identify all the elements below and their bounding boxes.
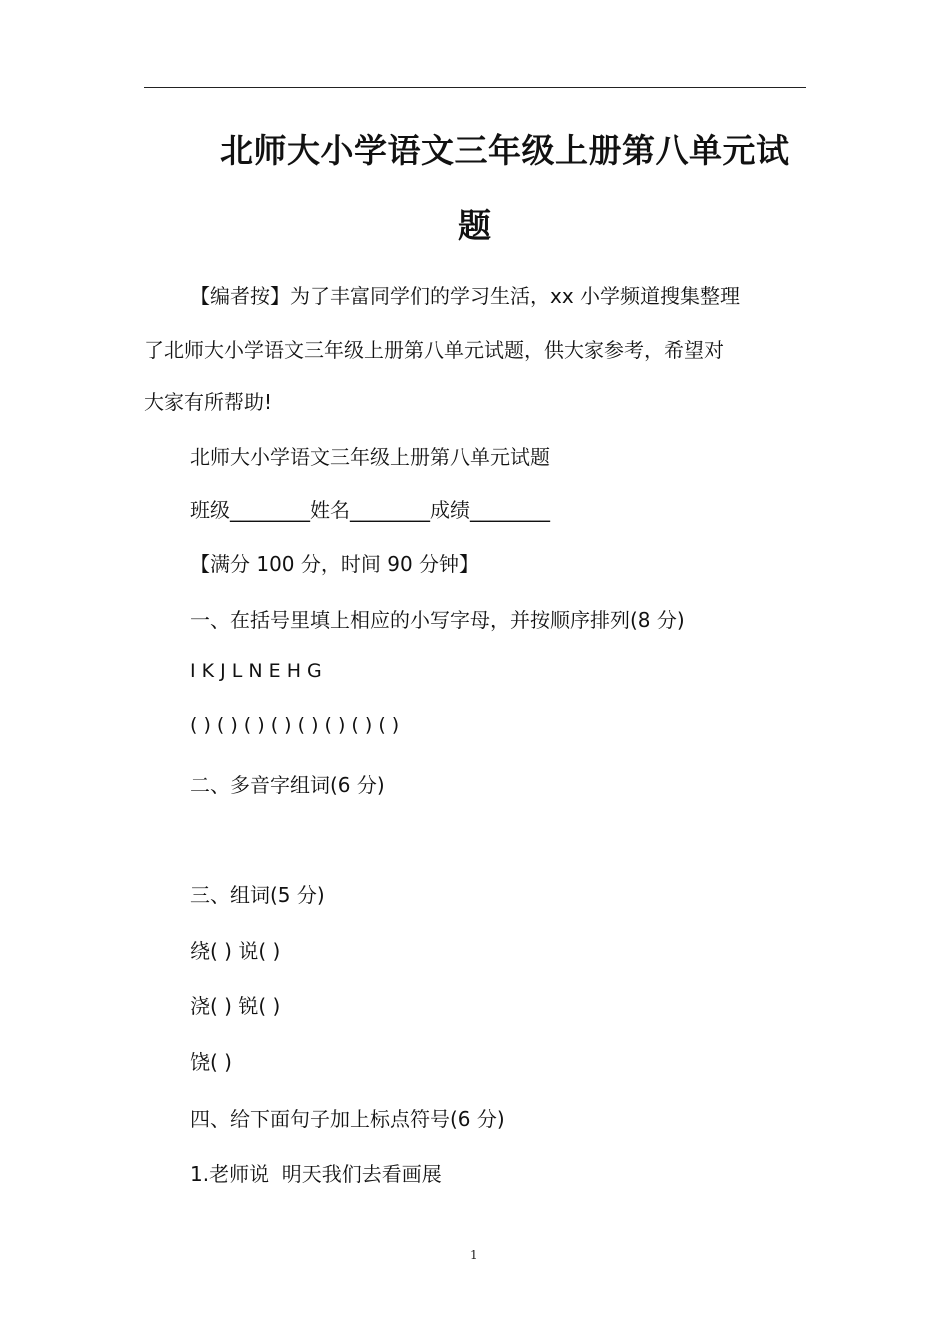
section-4-heading: 四、给下面句子加上标点符号(6 分) <box>190 1107 505 1131</box>
section-3-row-1: 绕( ) 说( ) <box>190 939 281 963</box>
section-1-heading: 一、在括号里填上相应的小写字母，并按顺序排列(8 分) <box>190 608 685 632</box>
score-time-line: 【满分 100 分，时间 90 分钟】 <box>190 552 480 576</box>
section-3-row-3: 饶( ) <box>190 1050 232 1074</box>
section-3-heading: 三、组词(5 分) <box>190 883 325 907</box>
section-4-item-1: 1.老师说 明天我们去看画展 <box>190 1162 442 1186</box>
document-title-line-2: 题 <box>458 206 492 245</box>
intro-line-2: 了北师大小学语文三年级上册第八单元试题，供大家参考，希望对 <box>144 338 724 362</box>
document-title-line-1: 北师大小学语文三年级上册第八单元试 <box>220 131 790 170</box>
section-1-blanks: ( ) ( ) ( ) ( ) ( ) ( ) ( ) ( ) <box>190 714 400 736</box>
section-2-heading: 二、多音字组词(6 分) <box>190 773 385 797</box>
page-number: 1 <box>470 1248 478 1262</box>
intro-line-3: 大家有所帮助! <box>144 390 273 414</box>
student-info-line: 班级________姓名________成绩________ <box>190 498 550 522</box>
header-rule <box>144 87 806 88</box>
intro-line-1: 【编者按】为了丰富同学们的学习生活，xx 小学频道搜集整理 <box>190 284 741 308</box>
section-1-letters: I K J L N E H G <box>190 660 322 682</box>
exam-subtitle: 北师大小学语文三年级上册第八单元试题 <box>190 445 550 469</box>
section-3-row-2: 浇( ) 锐( ) <box>190 994 281 1018</box>
